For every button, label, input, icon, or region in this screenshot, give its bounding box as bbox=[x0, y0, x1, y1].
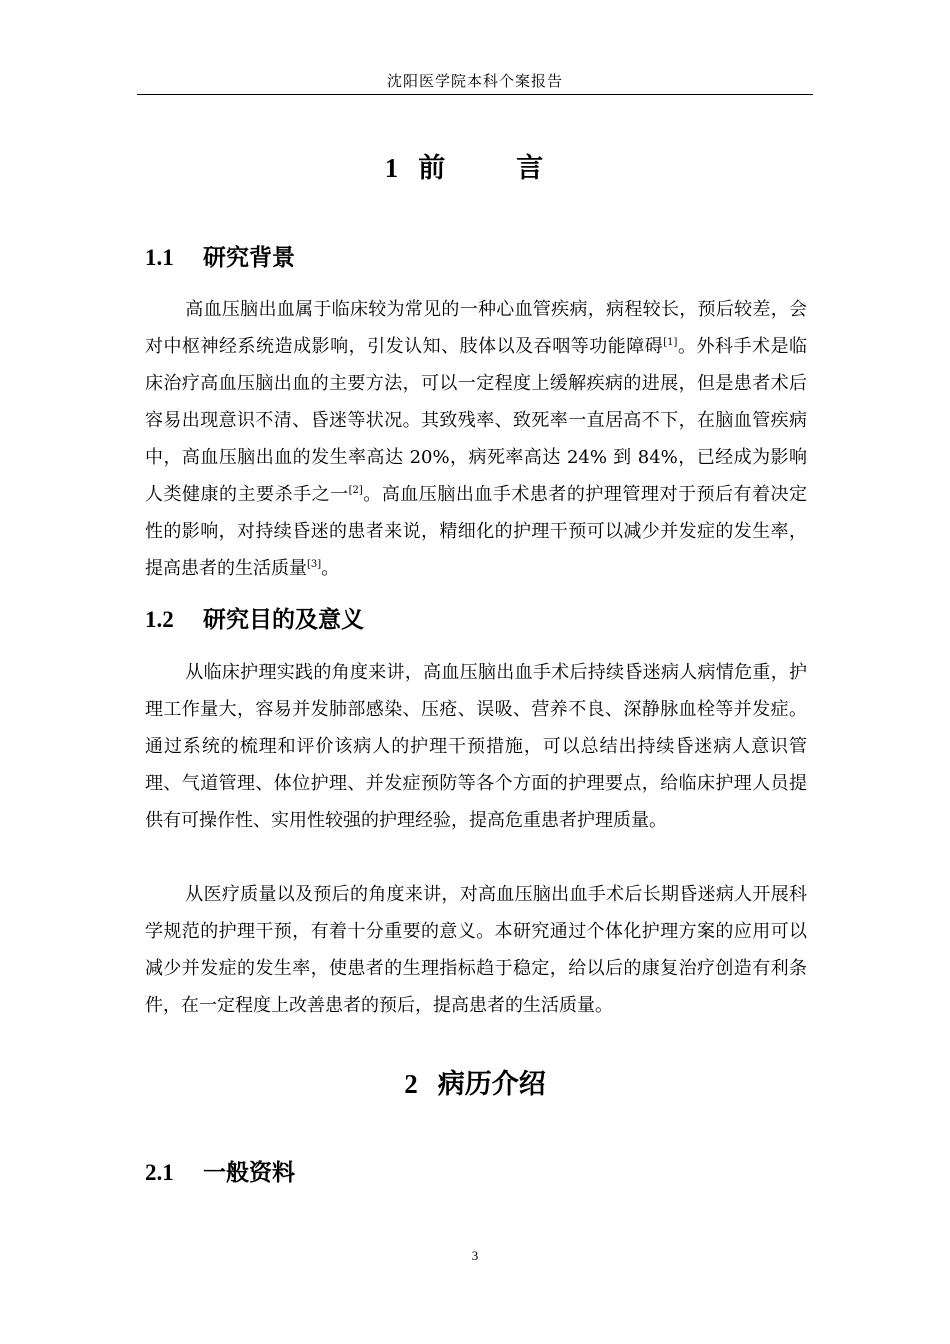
chapter-2-number: 2 bbox=[404, 1069, 418, 1099]
para-text: 从临床护理实践的角度来讲，高血压脑出血手术后持续昏迷病人病情危重，护理工作量大，容易并发肺部感染、压疮、误吸、营养不良、深静脉血栓等并发症。通过系统的梳理和评价该病人的护理干预措施，可以总结出持续昏迷病人意识管理、气道管理、体位护理、并发症预防等各个方面的护理要点，给临床护理人员提供有可操作性、实用性较强的护理经验，提高危重患者护理质量。 bbox=[145, 662, 807, 831]
header-text: 沈阳医学院本科个案报告 bbox=[386, 72, 563, 90]
section-1-2-paragraph-2 bbox=[145, 876, 807, 1024]
section-1-2-paragraph-1 bbox=[145, 654, 807, 839]
chapter-2-text: 病历介绍 bbox=[437, 1069, 546, 1100]
chapter-1-title bbox=[0, 146, 950, 185]
section-1-1-paragraph bbox=[145, 291, 807, 587]
para-text-part: 。 bbox=[321, 558, 340, 579]
citation-ref: [1] bbox=[663, 337, 678, 348]
section-2-1-text: 一般资料 bbox=[203, 1160, 295, 1186]
section-1-1-title bbox=[145, 243, 295, 273]
page-number: 3 bbox=[471, 1248, 479, 1263]
para-text-part: 。外科手术是临床治疗高血压脑出血的主要方法，可以一定程度上缓解疾病的进展，但是患者术后容易出现意识不清、昏迷等状况。其致残率、致死率一直居高不下，在脑血管疾病中，高血压脑出血的发生率高达 20%，病死率高达 24% 到 84%，已经成为影响人类健康的主要杀手之一 bbox=[145, 336, 808, 505]
section-1-2-title bbox=[145, 605, 364, 635]
para-text-part: 高血压脑出血属于临床较为常见的一种心血管疾病，病程较长，预后较差，会对中枢神经系统造成影响，引发认知、肢体以及吞咽等功能障碍 bbox=[145, 299, 807, 357]
page-header bbox=[137, 70, 813, 95]
section-2-1-title bbox=[145, 1158, 295, 1188]
chapter-1-text: 前 言 bbox=[418, 153, 566, 184]
chapter-2-title bbox=[0, 1062, 950, 1101]
section-1-1-number: 1.1 bbox=[145, 245, 174, 270]
citation-ref: [3] bbox=[307, 559, 322, 570]
citation-ref: [2] bbox=[348, 485, 363, 496]
para-text: 从医疗质量以及预后的角度来讲，对高血压脑出血手术后长期昏迷病人开展科学规范的护理干预，有着十分重要的意义。本研究通过个体化护理方案的应用可以减少并发症的发生率，使患者的生理指标趋于稳定，给以后的康复治疗创造有利条件，在一定程度上改善患者的预后，提高患者的生活质量。 bbox=[145, 884, 807, 1016]
section-1-1-text: 研究背景 bbox=[203, 245, 295, 271]
para-text-part: 。高血压脑出血手术患者的护理管理对于预后有着决定性的影响，对持续昏迷的患者来说，精细化的护理干预可以减少并发症的发生率，提高患者的生活质量 bbox=[145, 484, 808, 579]
section-1-2-number: 1.2 bbox=[145, 607, 174, 632]
chapter-1-number: 1 bbox=[384, 153, 399, 183]
section-2-1-number: 2.1 bbox=[145, 1160, 174, 1185]
section-1-2-text: 研究目的及意义 bbox=[203, 607, 364, 633]
